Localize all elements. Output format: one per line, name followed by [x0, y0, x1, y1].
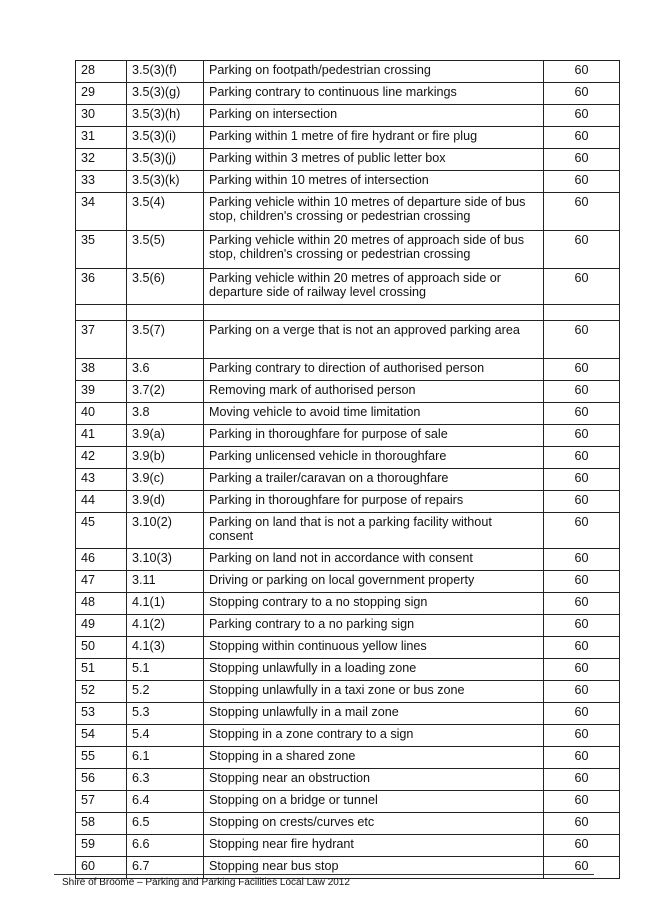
table-row — [76, 127, 620, 149]
clause-cell: 6.3 — [127, 769, 204, 791]
offence-number-cell: 55 — [76, 747, 127, 769]
description-cell: Stopping unlawfully in a taxi zone or bus zone — [204, 681, 544, 703]
clause-cell: 5.4 — [127, 725, 204, 747]
offence-number-cell: 60 — [76, 857, 127, 879]
penalty-cell: 60 — [544, 425, 620, 447]
clause-cell: 6.4 — [127, 791, 204, 813]
penalty-cell: 60 — [544, 149, 620, 171]
table-spacer-row — [76, 305, 620, 321]
offence-number-cell: 56 — [76, 769, 127, 791]
penalty-cell: 60 — [544, 725, 620, 747]
description-cell: Parking a trailer/caravan on a thoroughfare — [204, 469, 544, 491]
description-cell: Parking on land not in accordance with consent — [204, 549, 544, 571]
description-cell: Moving vehicle to avoid time limitation — [204, 403, 544, 425]
penalty-cell: 60 — [544, 61, 620, 83]
offence-number-cell: 39 — [76, 381, 127, 403]
clause-cell: 3.9(a) — [127, 425, 204, 447]
offence-number-cell: 57 — [76, 791, 127, 813]
description-cell: Parking vehicle within 20 metres of approach side or departure side of railway level crossing — [204, 269, 544, 305]
penalty-cell: 60 — [544, 813, 620, 835]
description-cell: Parking vehicle within 20 metres of approach side of bus stop, children's crossing or pedestrian crossing — [204, 231, 544, 269]
penalty-cell — [544, 305, 620, 321]
clause-cell: 3.7(2) — [127, 381, 204, 403]
table-row — [76, 857, 620, 879]
description-cell: Stopping on a bridge or tunnel — [204, 791, 544, 813]
table-row — [76, 549, 620, 571]
table-row — [76, 703, 620, 725]
offence-number-cell: 46 — [76, 549, 127, 571]
penalty-cell: 60 — [544, 791, 620, 813]
offence-number-cell: 53 — [76, 703, 127, 725]
clause-cell: 3.8 — [127, 403, 204, 425]
penalty-cell: 60 — [544, 193, 620, 231]
offence-number-cell: 35 — [76, 231, 127, 269]
penalty-cell: 60 — [544, 447, 620, 469]
table-row — [76, 659, 620, 681]
description-cell: Stopping contrary to a no stopping sign — [204, 593, 544, 615]
description-cell: Parking on a verge that is not an approved parking area — [204, 321, 544, 359]
clause-cell: 6.5 — [127, 813, 204, 835]
offence-number-cell: 43 — [76, 469, 127, 491]
description-cell: Parking contrary to direction of authorised person — [204, 359, 544, 381]
offence-number-cell: 40 — [76, 403, 127, 425]
clause-cell: 4.1(1) — [127, 593, 204, 615]
penalty-cell: 60 — [544, 321, 620, 359]
offence-number-cell: 48 — [76, 593, 127, 615]
offence-number-cell: 29 — [76, 83, 127, 105]
penalty-cell: 60 — [544, 359, 620, 381]
penalty-cell: 60 — [544, 513, 620, 549]
table-row — [76, 615, 620, 637]
clause-cell: 3.9(b) — [127, 447, 204, 469]
clause-cell: 5.1 — [127, 659, 204, 681]
table-row — [76, 269, 620, 305]
offence-number-cell: 47 — [76, 571, 127, 593]
penalty-cell: 60 — [544, 105, 620, 127]
penalty-cell: 60 — [544, 549, 620, 571]
offence-number-cell: 38 — [76, 359, 127, 381]
penalty-cell: 60 — [544, 857, 620, 879]
clause-cell: 3.5(7) — [127, 321, 204, 359]
table-row — [76, 469, 620, 491]
penalty-cell: 60 — [544, 615, 620, 637]
penalty-cell: 60 — [544, 83, 620, 105]
description-cell: Parking on footpath/pedestrian crossing — [204, 61, 544, 83]
offences-penalty-table — [75, 60, 620, 879]
offence-number-cell: 36 — [76, 269, 127, 305]
penalty-cell: 60 — [544, 637, 620, 659]
offence-number-cell: 50 — [76, 637, 127, 659]
description-cell: Stopping within continuous yellow lines — [204, 637, 544, 659]
penalty-cell: 60 — [544, 127, 620, 149]
table-row — [76, 593, 620, 615]
penalty-cell: 60 — [544, 593, 620, 615]
offence-number-cell: 30 — [76, 105, 127, 127]
description-cell: Stopping in a shared zone — [204, 747, 544, 769]
clause-cell: 3.5(3)(i) — [127, 127, 204, 149]
penalty-cell: 60 — [544, 381, 620, 403]
description-cell — [204, 305, 544, 321]
table-row — [76, 425, 620, 447]
description-cell: Stopping on crests/curves etc — [204, 813, 544, 835]
penalty-cell: 60 — [544, 681, 620, 703]
description-cell: Parking within 3 metres of public letter box — [204, 149, 544, 171]
offence-number-cell: 54 — [76, 725, 127, 747]
table-row — [76, 171, 620, 193]
clause-cell: 3.9(d) — [127, 491, 204, 513]
description-cell: Stopping near an obstruction — [204, 769, 544, 791]
description-cell: Parking in thoroughfare for purpose of repairs — [204, 491, 544, 513]
table-row — [76, 813, 620, 835]
penalty-cell: 60 — [544, 403, 620, 425]
table-row — [76, 231, 620, 269]
offence-number-cell: 59 — [76, 835, 127, 857]
penalty-cell: 60 — [544, 269, 620, 305]
description-cell: Parking unlicensed vehicle in thoroughfare — [204, 447, 544, 469]
clause-cell: 4.1(3) — [127, 637, 204, 659]
clause-cell: 6.6 — [127, 835, 204, 857]
table-row — [76, 447, 620, 469]
footer-divider — [54, 874, 594, 875]
clause-cell: 3.5(3)(g) — [127, 83, 204, 105]
table-row — [76, 637, 620, 659]
table-row — [76, 61, 620, 83]
description-cell: Parking contrary to continuous line markings — [204, 83, 544, 105]
table-row — [76, 149, 620, 171]
table-row — [76, 769, 620, 791]
penalty-cell: 60 — [544, 171, 620, 193]
page-footer: Shire of Broome – Parking and Parking Facilities Local Law 2012 — [62, 877, 350, 888]
description-cell: Stopping near fire hydrant — [204, 835, 544, 857]
table-row — [76, 321, 620, 359]
description-cell: Stopping unlawfully in a mail zone — [204, 703, 544, 725]
offence-number-cell: 37 — [76, 321, 127, 359]
description-cell: Stopping in a zone contrary to a sign — [204, 725, 544, 747]
offence-number-cell: 58 — [76, 813, 127, 835]
table-row — [76, 491, 620, 513]
table-row — [76, 105, 620, 127]
penalty-cell: 60 — [544, 769, 620, 791]
clause-cell: 3.5(6) — [127, 269, 204, 305]
penalty-cell: 60 — [544, 747, 620, 769]
description-cell: Parking vehicle within 10 metres of departure side of bus stop, children's crossing or pedestrian crossing — [204, 193, 544, 231]
description-cell: Parking on intersection — [204, 105, 544, 127]
offence-number-cell: 52 — [76, 681, 127, 703]
table-row — [76, 835, 620, 857]
clause-cell: 5.3 — [127, 703, 204, 725]
offence-number-cell: 42 — [76, 447, 127, 469]
offence-number-cell — [76, 305, 127, 321]
penalty-cell: 60 — [544, 703, 620, 725]
table-row — [76, 571, 620, 593]
description-cell: Stopping unlawfully in a loading zone — [204, 659, 544, 681]
clause-cell: 4.1(2) — [127, 615, 204, 637]
clause-cell: 3.10(2) — [127, 513, 204, 549]
offence-number-cell: 34 — [76, 193, 127, 231]
offences-table-body — [76, 61, 620, 879]
table-row — [76, 403, 620, 425]
clause-cell: 3.11 — [127, 571, 204, 593]
clause-cell: 3.5(3)(j) — [127, 149, 204, 171]
offence-number-cell: 51 — [76, 659, 127, 681]
penalty-cell: 60 — [544, 835, 620, 857]
offence-number-cell: 44 — [76, 491, 127, 513]
table-row — [76, 83, 620, 105]
offence-number-cell: 49 — [76, 615, 127, 637]
table-row — [76, 681, 620, 703]
description-cell: Parking contrary to a no parking sign — [204, 615, 544, 637]
penalty-cell: 60 — [544, 231, 620, 269]
clause-cell: 6.1 — [127, 747, 204, 769]
clause-cell: 3.5(4) — [127, 193, 204, 231]
table-row — [76, 747, 620, 769]
clause-cell — [127, 305, 204, 321]
clause-cell: 5.2 — [127, 681, 204, 703]
table-row — [76, 193, 620, 231]
description-cell: Driving or parking on local government property — [204, 571, 544, 593]
offence-number-cell: 45 — [76, 513, 127, 549]
penalty-cell: 60 — [544, 491, 620, 513]
table-row — [76, 725, 620, 747]
description-cell: Stopping near bus stop — [204, 857, 544, 879]
penalty-cell: 60 — [544, 659, 620, 681]
description-cell: Parking on land that is not a parking facility without consent — [204, 513, 544, 549]
description-cell: Removing mark of authorised person — [204, 381, 544, 403]
table-row — [76, 513, 620, 549]
penalty-cell: 60 — [544, 469, 620, 491]
clause-cell: 3.5(3)(f) — [127, 61, 204, 83]
offence-number-cell: 32 — [76, 149, 127, 171]
table-row — [76, 359, 620, 381]
clause-cell: 3.9(c) — [127, 469, 204, 491]
clause-cell: 3.6 — [127, 359, 204, 381]
table-row — [76, 381, 620, 403]
clause-cell: 3.5(3)(k) — [127, 171, 204, 193]
table-row — [76, 791, 620, 813]
clause-cell: 3.10(3) — [127, 549, 204, 571]
offence-number-cell: 33 — [76, 171, 127, 193]
description-cell: Parking within 10 metres of intersection — [204, 171, 544, 193]
description-cell: Parking in thoroughfare for purpose of sale — [204, 425, 544, 447]
offence-number-cell: 41 — [76, 425, 127, 447]
penalty-cell: 60 — [544, 571, 620, 593]
clause-cell: 3.5(5) — [127, 231, 204, 269]
offence-number-cell: 31 — [76, 127, 127, 149]
offence-number-cell: 28 — [76, 61, 127, 83]
clause-cell: 3.5(3)(h) — [127, 105, 204, 127]
clause-cell: 6.7 — [127, 857, 204, 879]
description-cell: Parking within 1 metre of fire hydrant or fire plug — [204, 127, 544, 149]
